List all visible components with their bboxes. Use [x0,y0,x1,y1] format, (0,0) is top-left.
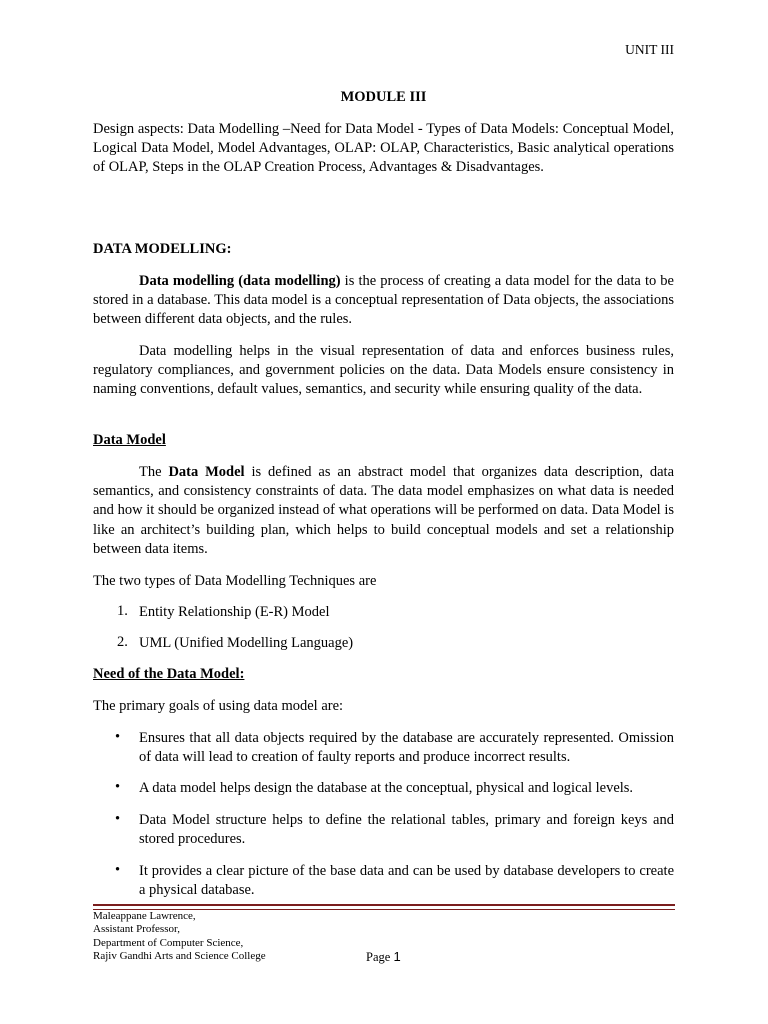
intro-paragraph: Design aspects: Data Modelling –Need for Data Model - Types of Data Models: Conceptual Model, Logical Data Model, Model Advantages, OLAP: OLAP, Characteristics, Basic analytical operations of OLAP, Steps in the OLAP Creation Process, Advantages & Disadvantages. [93,121,674,176]
section-heading-data-modelling: DATA MODELLING: [93,241,232,257]
goals-intro: The primary goals of using data model are: [93,698,344,714]
unit-header: UNIT III [625,42,674,57]
footer-line: Maleappane Lawrence, [93,910,196,922]
list-number: 2. [117,634,128,650]
data-model-definition: is defined as an abstract model that organizes data description, data semantics, and consistency constraints of data. The data model emphasizes on what data is needed and how it should be organized instead of what operations will be performed on data. Data Model is like an architect’s building plan, which helps to build conceptual models and set a relationship between data items. [93,464,674,557]
list-number: 1. [117,603,128,619]
bullet-icon: • [115,811,121,827]
page-number [366,949,401,965]
bullet-item: Data Model structure helps to define the relational tables, primary and foreign keys and stored procedures. [139,812,674,848]
list-item: Entity Relationship (E-R) Model [139,604,330,620]
footer-line: Rajiv Gandhi Arts and Science College [93,950,266,963]
data-model-paragraph [93,463,674,559]
data-modelling-paragraph-2: Data modelling helps in the visual representation of data and enforces business rules, regulatory compliances, and government policies on the data. Data Models ensure consistency in naming conventions, default values, semantics, and security while ensuring quality of the data. [93,343,674,398]
footer-rule-thick [93,904,675,906]
list-item: UML (Unified Modelling Language) [139,635,354,651]
module-title: MODULE III [340,89,427,105]
data-model-term: Data Model [168,464,245,480]
footer-author-block [93,910,266,964]
page-number-value: 1 [393,949,401,964]
section-heading-need-of-data-model: Need of the Data Model: [93,666,245,682]
page-label: Page [366,950,391,964]
data-modelling-term: Data modelling (data modelling) [139,273,341,289]
bullet-item: It provides a clear picture of the base data and can be used by database developers to create a physical database. [139,863,674,899]
techniques-intro: The two types of Data Modelling Techniques are [93,573,377,589]
bullet-icon: • [115,779,121,795]
data-modelling-paragraph-1 [93,272,674,330]
data-model-prefix: The [139,464,169,480]
footer-line: Department of Computer Science, [93,936,244,949]
section-heading-data-model: Data Model [93,432,166,448]
data-modelling-definition: is the process of creating a data model for the data to be stored in a database. This data model is a conceptual representation of Data objects, the associations between different data objects, and the rules. [93,273,674,328]
footer-line: Assistant Professor, [93,923,180,936]
bullet-icon: • [115,729,121,745]
bullet-item: Ensures that all data objects required by the database are accurately represented. Omission of data will lead to creation of faulty reports and produce incorrect results. [139,730,674,766]
bullet-icon: • [115,862,121,878]
bullet-item: A data model helps design the database at the conceptual, physical and logical levels. [139,780,634,796]
